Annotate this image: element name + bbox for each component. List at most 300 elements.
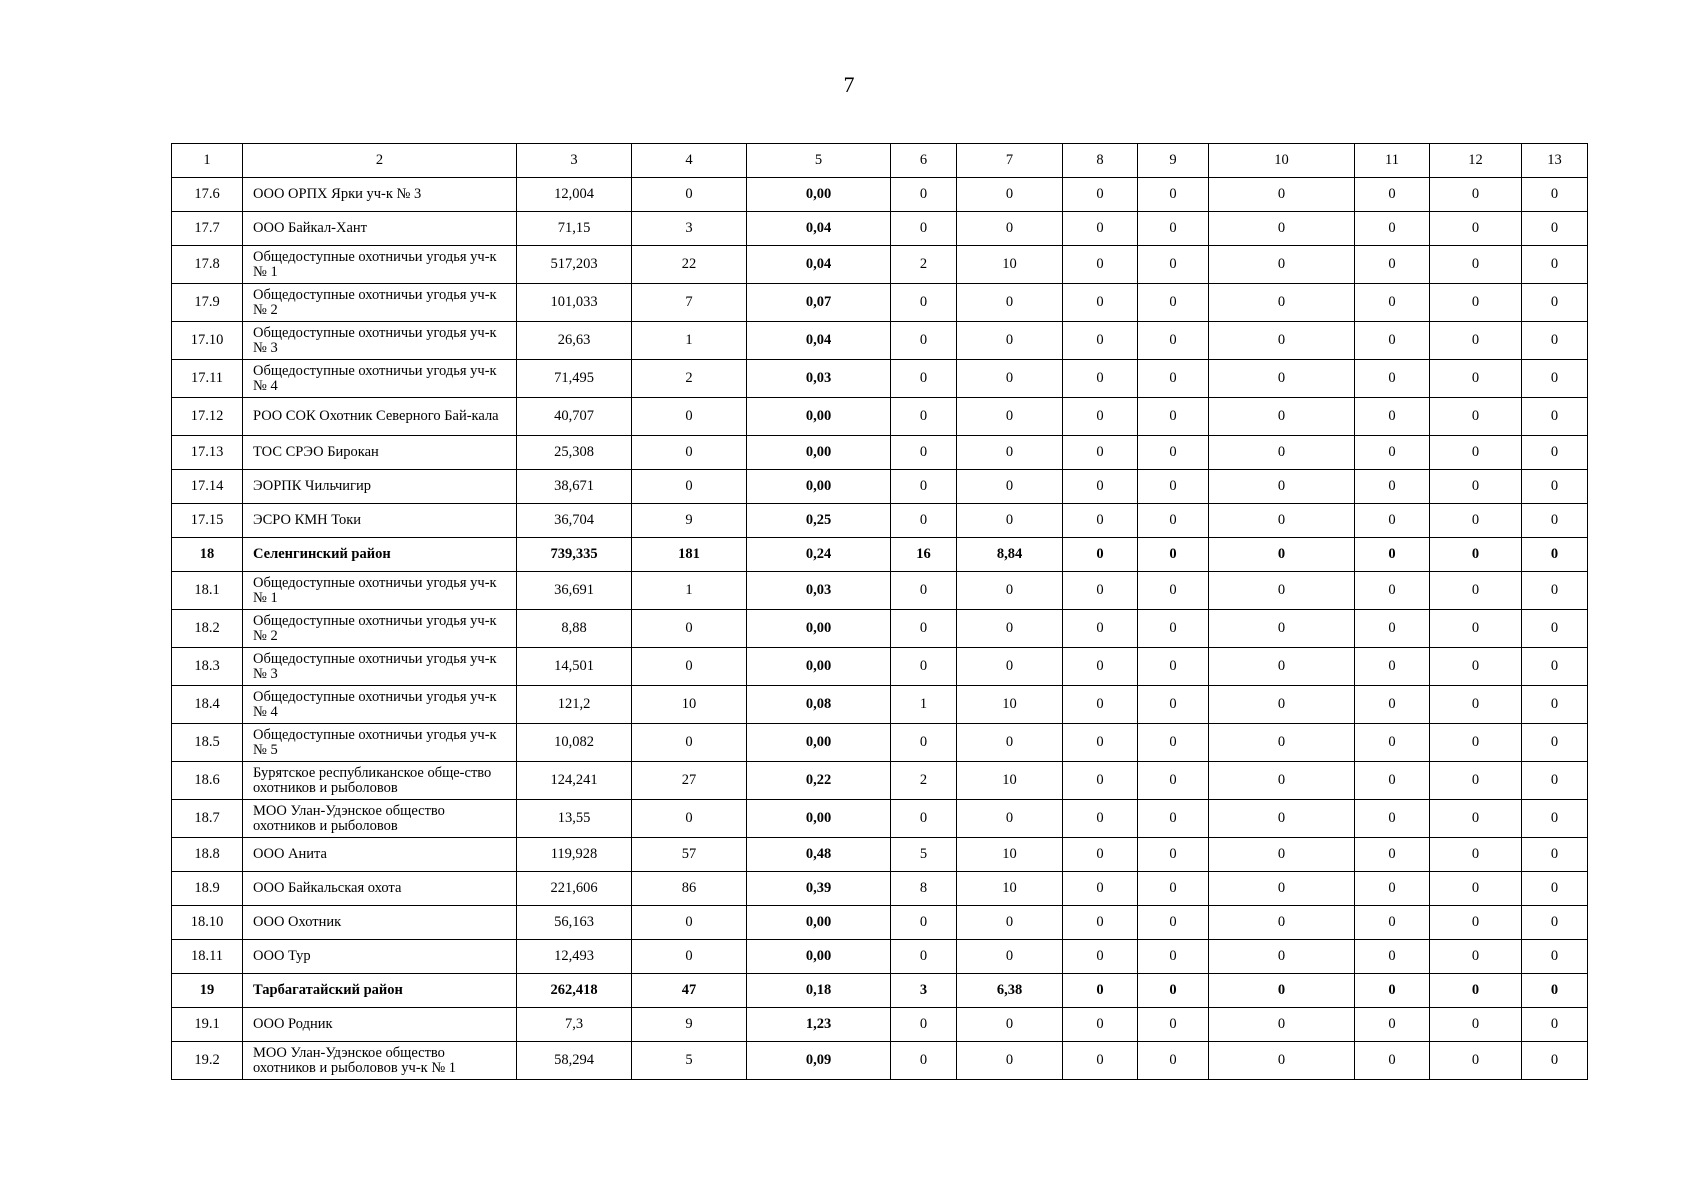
col-8-cell: 0 — [1063, 800, 1138, 838]
column-number-cell: 4 — [632, 144, 747, 178]
col-9-cell: 0 — [1138, 572, 1209, 610]
col-12-cell: 0 — [1430, 974, 1522, 1008]
col-9-cell: 0 — [1138, 906, 1209, 940]
count-cell: 0 — [632, 470, 747, 504]
density-cell: 0,03 — [747, 572, 891, 610]
area-cell: 14,501 — [517, 648, 632, 686]
col-7-cell: 8,84 — [957, 538, 1063, 572]
col-7-cell: 0 — [957, 398, 1063, 436]
col-11-cell: 0 — [1355, 686, 1430, 724]
col-12-cell: 0 — [1430, 572, 1522, 610]
area-cell: 36,704 — [517, 504, 632, 538]
count-cell: 3 — [632, 212, 747, 246]
density-cell: 0,22 — [747, 762, 891, 800]
col-7-cell: 10 — [957, 838, 1063, 872]
col-7-cell: 6,38 — [957, 974, 1063, 1008]
col-13-cell: 0 — [1522, 686, 1588, 724]
density-cell: 0,00 — [747, 610, 891, 648]
col-10-cell: 0 — [1209, 762, 1355, 800]
col-8-cell: 0 — [1063, 322, 1138, 360]
col-12-cell: 0 — [1430, 212, 1522, 246]
col-13-cell: 0 — [1522, 322, 1588, 360]
density-cell: 0,04 — [747, 212, 891, 246]
col-9-cell: 0 — [1138, 504, 1209, 538]
col-11-cell: 0 — [1355, 360, 1430, 398]
count-cell: 0 — [632, 178, 747, 212]
col-12-cell: 0 — [1430, 686, 1522, 724]
hunting-ground-name-cell: ООО Родник — [243, 1008, 517, 1042]
col-6-cell: 0 — [891, 322, 957, 360]
col-11-cell: 0 — [1355, 762, 1430, 800]
col-6-cell: 0 — [891, 1008, 957, 1042]
col-8-cell: 0 — [1063, 246, 1138, 284]
row-index-cell: 18.1 — [172, 572, 243, 610]
col-12-cell: 0 — [1430, 1008, 1522, 1042]
col-11-cell: 0 — [1355, 504, 1430, 538]
col-12-cell: 0 — [1430, 360, 1522, 398]
col-12-cell: 0 — [1430, 504, 1522, 538]
col-6-cell: 0 — [891, 1042, 957, 1080]
col-10-cell: 0 — [1209, 648, 1355, 686]
density-cell: 0,24 — [747, 538, 891, 572]
area-cell: 56,163 — [517, 906, 632, 940]
col-7-cell: 0 — [957, 360, 1063, 398]
col-12-cell: 0 — [1430, 398, 1522, 436]
col-9-cell: 0 — [1138, 284, 1209, 322]
area-cell: 38,671 — [517, 470, 632, 504]
col-12-cell: 0 — [1430, 940, 1522, 974]
col-13-cell: 0 — [1522, 284, 1588, 322]
count-cell: 0 — [632, 724, 747, 762]
col-9-cell: 0 — [1138, 538, 1209, 572]
hunting-ground-name-cell: МОО Улан-Удэнское общество охотников и рыболовов уч-к № 1 — [243, 1042, 517, 1080]
area-cell: 101,033 — [517, 284, 632, 322]
col-6-cell: 0 — [891, 800, 957, 838]
density-cell: 0,00 — [747, 436, 891, 470]
col-11-cell: 0 — [1355, 1042, 1430, 1080]
col-9-cell: 0 — [1138, 610, 1209, 648]
col-10-cell: 0 — [1209, 246, 1355, 284]
col-11-cell: 0 — [1355, 648, 1430, 686]
area-cell: 12,493 — [517, 940, 632, 974]
row-index-cell: 18.2 — [172, 610, 243, 648]
row-index-cell: 18.6 — [172, 762, 243, 800]
hunting-ground-name-cell: ЭОРПК Чильчигир — [243, 470, 517, 504]
col-7-cell: 0 — [957, 1042, 1063, 1080]
col-10-cell: 0 — [1209, 398, 1355, 436]
col-9-cell: 0 — [1138, 212, 1209, 246]
area-cell: 10,082 — [517, 724, 632, 762]
count-cell: 1 — [632, 572, 747, 610]
col-9-cell: 0 — [1138, 322, 1209, 360]
density-cell: 0,07 — [747, 284, 891, 322]
col-6-cell: 3 — [891, 974, 957, 1008]
col-11-cell: 0 — [1355, 246, 1430, 284]
hunting-ground-name-cell: РОО СОК Охотник Северного Бай-кала — [243, 398, 517, 436]
row-index-cell: 17.8 — [172, 246, 243, 284]
col-7-cell: 0 — [957, 470, 1063, 504]
col-13-cell: 0 — [1522, 470, 1588, 504]
col-9-cell: 0 — [1138, 178, 1209, 212]
col-10-cell: 0 — [1209, 974, 1355, 1008]
row-index-cell: 17.11 — [172, 360, 243, 398]
area-cell: 262,418 — [517, 974, 632, 1008]
col-12-cell: 0 — [1430, 800, 1522, 838]
col-11-cell: 0 — [1355, 538, 1430, 572]
col-13-cell: 0 — [1522, 648, 1588, 686]
table-row — [172, 724, 1588, 762]
col-13-cell: 0 — [1522, 360, 1588, 398]
column-number-cell: 3 — [517, 144, 632, 178]
density-cell: 0,25 — [747, 504, 891, 538]
col-13-cell: 0 — [1522, 724, 1588, 762]
hunting-ground-name-cell: Общедоступные охотничьи угодья уч-к № 4 — [243, 686, 517, 724]
col-11-cell: 0 — [1355, 212, 1430, 246]
table-row — [172, 322, 1588, 360]
col-8-cell: 0 — [1063, 284, 1138, 322]
col-8-cell: 0 — [1063, 610, 1138, 648]
col-10-cell: 0 — [1209, 610, 1355, 648]
column-number-cell: 8 — [1063, 144, 1138, 178]
row-index-cell: 18.4 — [172, 686, 243, 724]
table-row — [172, 838, 1588, 872]
col-13-cell: 0 — [1522, 940, 1588, 974]
col-11-cell: 0 — [1355, 398, 1430, 436]
page-number: 7 — [843, 72, 855, 97]
row-index-cell: 17.13 — [172, 436, 243, 470]
area-cell: 517,203 — [517, 246, 632, 284]
hunting-ground-name-cell: Общедоступные охотничьи угодья уч-к № 5 — [243, 724, 517, 762]
col-12-cell: 0 — [1430, 838, 1522, 872]
col-13-cell: 0 — [1522, 398, 1588, 436]
density-cell: 0,18 — [747, 974, 891, 1008]
density-cell: 1,23 — [747, 1008, 891, 1042]
col-9-cell: 0 — [1138, 940, 1209, 974]
col-7-cell: 0 — [957, 322, 1063, 360]
col-9-cell: 0 — [1138, 1008, 1209, 1042]
col-13-cell: 0 — [1522, 1008, 1588, 1042]
count-cell: 5 — [632, 1042, 747, 1080]
hunting-ground-name-cell: ООО Тур — [243, 940, 517, 974]
col-10-cell: 0 — [1209, 686, 1355, 724]
col-6-cell: 0 — [891, 470, 957, 504]
col-8-cell: 0 — [1063, 872, 1138, 906]
col-7-cell: 10 — [957, 686, 1063, 724]
col-7-cell: 0 — [957, 800, 1063, 838]
col-11-cell: 0 — [1355, 724, 1430, 762]
col-8-cell: 0 — [1063, 940, 1138, 974]
count-cell: 9 — [632, 504, 747, 538]
col-10-cell: 0 — [1209, 906, 1355, 940]
column-number-cell: 11 — [1355, 144, 1430, 178]
density-cell: 0,00 — [747, 800, 891, 838]
column-number-cell: 13 — [1522, 144, 1588, 178]
row-index-cell: 17.6 — [172, 178, 243, 212]
col-12-cell: 0 — [1430, 322, 1522, 360]
col-11-cell: 0 — [1355, 800, 1430, 838]
area-cell: 221,606 — [517, 872, 632, 906]
col-13-cell: 0 — [1522, 436, 1588, 470]
table-row — [172, 360, 1588, 398]
hunting-ground-name-cell: ООО Анита — [243, 838, 517, 872]
col-10-cell: 0 — [1209, 470, 1355, 504]
hunting-ground-name-cell: Общедоступные охотничьи угодья уч-к № 4 — [243, 360, 517, 398]
hunting-ground-name-cell: ООО Байкал-Хант — [243, 212, 517, 246]
area-cell: 25,308 — [517, 436, 632, 470]
col-6-cell: 0 — [891, 648, 957, 686]
count-cell: 27 — [632, 762, 747, 800]
col-10-cell: 0 — [1209, 284, 1355, 322]
col-6-cell: 0 — [891, 360, 957, 398]
col-12-cell: 0 — [1430, 538, 1522, 572]
col-12-cell: 0 — [1430, 872, 1522, 906]
col-11-cell: 0 — [1355, 436, 1430, 470]
col-7-cell: 10 — [957, 762, 1063, 800]
col-12-cell: 0 — [1430, 724, 1522, 762]
table-row — [172, 648, 1588, 686]
col-8-cell: 0 — [1063, 398, 1138, 436]
col-7-cell: 0 — [957, 212, 1063, 246]
col-10-cell: 0 — [1209, 504, 1355, 538]
col-9-cell: 0 — [1138, 1042, 1209, 1080]
col-11-cell: 0 — [1355, 906, 1430, 940]
col-9-cell: 0 — [1138, 974, 1209, 1008]
data-table — [171, 143, 1588, 1080]
density-cell: 0,48 — [747, 838, 891, 872]
col-8-cell: 0 — [1063, 212, 1138, 246]
col-13-cell: 0 — [1522, 872, 1588, 906]
col-6-cell: 2 — [891, 246, 957, 284]
hunting-ground-name-cell: Тарбагатайский район — [243, 974, 517, 1008]
hunting-ground-name-cell: ЭСРО КМН Токи — [243, 504, 517, 538]
col-7-cell: 0 — [957, 610, 1063, 648]
hunting-ground-name-cell: Общедоступные охотничьи угодья уч-к № 1 — [243, 246, 517, 284]
col-6-cell: 0 — [891, 398, 957, 436]
table-row — [172, 610, 1588, 648]
col-8-cell: 0 — [1063, 178, 1138, 212]
table-row — [172, 762, 1588, 800]
col-13-cell: 0 — [1522, 906, 1588, 940]
table-row — [172, 284, 1588, 322]
col-11-cell: 0 — [1355, 940, 1430, 974]
col-9-cell: 0 — [1138, 360, 1209, 398]
col-6-cell: 0 — [891, 572, 957, 610]
col-10-cell: 0 — [1209, 800, 1355, 838]
column-number-cell: 6 — [891, 144, 957, 178]
col-10-cell: 0 — [1209, 212, 1355, 246]
col-12-cell: 0 — [1430, 762, 1522, 800]
col-6-cell: 16 — [891, 538, 957, 572]
district-total-row — [172, 974, 1588, 1008]
col-12-cell: 0 — [1430, 470, 1522, 504]
col-10-cell: 0 — [1209, 1008, 1355, 1042]
col-6-cell: 0 — [891, 284, 957, 322]
row-index-cell: 18.8 — [172, 838, 243, 872]
col-9-cell: 0 — [1138, 838, 1209, 872]
density-cell: 0,00 — [747, 178, 891, 212]
col-6-cell: 0 — [891, 724, 957, 762]
col-8-cell: 0 — [1063, 470, 1138, 504]
area-cell: 8,88 — [517, 610, 632, 648]
col-9-cell: 0 — [1138, 800, 1209, 838]
col-10-cell: 0 — [1209, 178, 1355, 212]
count-cell: 2 — [632, 360, 747, 398]
col-12-cell: 0 — [1430, 1042, 1522, 1080]
hunting-ground-name-cell: ООО ОРПХ Ярки уч-к № 3 — [243, 178, 517, 212]
col-7-cell: 0 — [957, 436, 1063, 470]
row-index-cell: 18.10 — [172, 906, 243, 940]
count-cell: 47 — [632, 974, 747, 1008]
density-cell: 0,00 — [747, 724, 891, 762]
col-6-cell: 0 — [891, 906, 957, 940]
col-10-cell: 0 — [1209, 838, 1355, 872]
col-10-cell: 0 — [1209, 436, 1355, 470]
col-6-cell: 0 — [891, 940, 957, 974]
count-cell: 0 — [632, 648, 747, 686]
density-cell: 0,00 — [747, 648, 891, 686]
column-number-cell: 1 — [172, 144, 243, 178]
col-8-cell: 0 — [1063, 504, 1138, 538]
count-cell: 0 — [632, 610, 747, 648]
table-row — [172, 800, 1588, 838]
table-row — [172, 436, 1588, 470]
col-9-cell: 0 — [1138, 872, 1209, 906]
col-10-cell: 0 — [1209, 1042, 1355, 1080]
col-11-cell: 0 — [1355, 974, 1430, 1008]
row-index-cell: 17.7 — [172, 212, 243, 246]
area-cell: 121,2 — [517, 686, 632, 724]
col-8-cell: 0 — [1063, 762, 1138, 800]
table-body — [172, 144, 1588, 1080]
table-row — [172, 504, 1588, 538]
col-9-cell: 0 — [1138, 724, 1209, 762]
col-12-cell: 0 — [1430, 178, 1522, 212]
column-number-cell: 2 — [243, 144, 517, 178]
col-13-cell: 0 — [1522, 1042, 1588, 1080]
col-9-cell: 0 — [1138, 398, 1209, 436]
density-cell: 0,09 — [747, 1042, 891, 1080]
col-9-cell: 0 — [1138, 436, 1209, 470]
col-7-cell: 0 — [957, 724, 1063, 762]
col-8-cell: 0 — [1063, 572, 1138, 610]
row-index-cell: 17.12 — [172, 398, 243, 436]
count-cell: 7 — [632, 284, 747, 322]
col-7-cell: 0 — [957, 906, 1063, 940]
table-row — [172, 178, 1588, 212]
col-8-cell: 0 — [1063, 436, 1138, 470]
hunting-ground-name-cell: Общедоступные охотничьи угодья уч-к № 3 — [243, 648, 517, 686]
row-index-cell: 17.9 — [172, 284, 243, 322]
col-8-cell: 0 — [1063, 1042, 1138, 1080]
table-row — [172, 246, 1588, 284]
col-12-cell: 0 — [1430, 246, 1522, 284]
col-7-cell: 0 — [957, 284, 1063, 322]
col-11-cell: 0 — [1355, 470, 1430, 504]
col-11-cell: 0 — [1355, 1008, 1430, 1042]
row-index-cell: 19.1 — [172, 1008, 243, 1042]
row-index-cell: 18.3 — [172, 648, 243, 686]
table-row — [172, 686, 1588, 724]
hunting-ground-name-cell: Общедоступные охотничьи угодья уч-к № 2 — [243, 610, 517, 648]
row-index-cell: 18.9 — [172, 872, 243, 906]
density-cell: 0,04 — [747, 322, 891, 360]
col-7-cell: 0 — [957, 940, 1063, 974]
table-header-row — [172, 144, 1588, 178]
hunting-ground-name-cell: МОО Улан-Удэнское общество охотников и рыболовов — [243, 800, 517, 838]
row-index-cell: 17.15 — [172, 504, 243, 538]
col-12-cell: 0 — [1430, 906, 1522, 940]
area-cell: 58,294 — [517, 1042, 632, 1080]
hunting-ground-name-cell: ООО Байкальская охота — [243, 872, 517, 906]
col-7-cell: 0 — [957, 178, 1063, 212]
hunting-ground-name-cell: Общедоступные охотничьи угодья уч-к № 1 — [243, 572, 517, 610]
col-13-cell: 0 — [1522, 762, 1588, 800]
density-cell: 0,08 — [747, 686, 891, 724]
count-cell: 57 — [632, 838, 747, 872]
row-index-cell: 19.2 — [172, 1042, 243, 1080]
col-9-cell: 0 — [1138, 686, 1209, 724]
table-row — [172, 1008, 1588, 1042]
table-row — [172, 906, 1588, 940]
table-row — [172, 1042, 1588, 1080]
col-7-cell: 10 — [957, 872, 1063, 906]
count-cell: 0 — [632, 800, 747, 838]
col-13-cell: 0 — [1522, 572, 1588, 610]
column-number-cell: 9 — [1138, 144, 1209, 178]
area-cell: 12,004 — [517, 178, 632, 212]
hunting-ground-name-cell: Общедоступные охотничьи угодья уч-к № 3 — [243, 322, 517, 360]
count-cell: 10 — [632, 686, 747, 724]
col-11-cell: 0 — [1355, 178, 1430, 212]
col-10-cell: 0 — [1209, 724, 1355, 762]
col-9-cell: 0 — [1138, 762, 1209, 800]
col-13-cell: 0 — [1522, 974, 1588, 1008]
area-cell: 13,55 — [517, 800, 632, 838]
col-12-cell: 0 — [1430, 610, 1522, 648]
hunting-ground-name-cell: Общедоступные охотничьи угодья уч-к № 2 — [243, 284, 517, 322]
col-9-cell: 0 — [1138, 648, 1209, 686]
column-number-cell: 7 — [957, 144, 1063, 178]
row-index-cell: 18 — [172, 538, 243, 572]
count-cell: 181 — [632, 538, 747, 572]
col-6-cell: 5 — [891, 838, 957, 872]
col-7-cell: 10 — [957, 246, 1063, 284]
col-13-cell: 0 — [1522, 838, 1588, 872]
area-cell: 7,3 — [517, 1008, 632, 1042]
area-cell: 36,691 — [517, 572, 632, 610]
col-10-cell: 0 — [1209, 360, 1355, 398]
col-8-cell: 0 — [1063, 838, 1138, 872]
col-11-cell: 0 — [1355, 872, 1430, 906]
col-13-cell: 0 — [1522, 212, 1588, 246]
district-total-row — [172, 538, 1588, 572]
col-8-cell: 0 — [1063, 648, 1138, 686]
column-number-cell: 10 — [1209, 144, 1355, 178]
col-11-cell: 0 — [1355, 838, 1430, 872]
hunting-ground-name-cell: Селенгинский район — [243, 538, 517, 572]
col-6-cell: 0 — [891, 610, 957, 648]
row-index-cell: 18.11 — [172, 940, 243, 974]
table-row — [172, 470, 1588, 504]
col-11-cell: 0 — [1355, 322, 1430, 360]
count-cell: 86 — [632, 872, 747, 906]
col-8-cell: 0 — [1063, 906, 1138, 940]
row-index-cell: 19 — [172, 974, 243, 1008]
col-13-cell: 0 — [1522, 504, 1588, 538]
col-12-cell: 0 — [1430, 284, 1522, 322]
count-cell: 22 — [632, 246, 747, 284]
area-cell: 739,335 — [517, 538, 632, 572]
